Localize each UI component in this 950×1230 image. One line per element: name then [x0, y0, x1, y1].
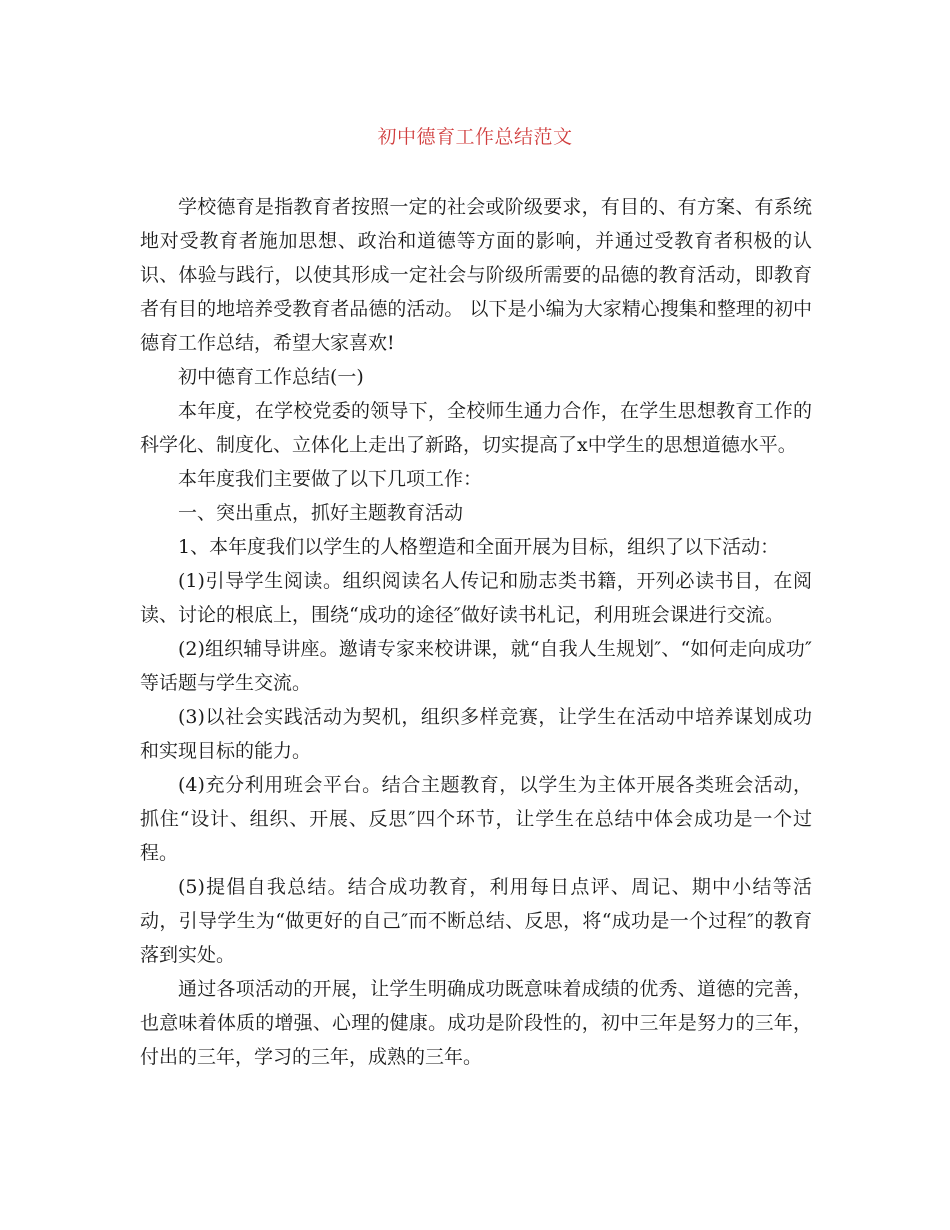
paragraph-work-intro: 本年度我们主要做了以下几项工作：: [178, 468, 483, 490]
list-item-1: (1)引导学生阅读。组织阅读名人传记和励志类书籍，开列必读书目，在阅读、讨论的根底上，围绕“成功的途径″做好读书札记，利用班会课进行交流。: [140, 570, 812, 626]
paragraph-intro: 学校德育是指教育者按照一定的社会或阶级要求，有目的、有方案、有系统地对受教育者施加思想、政治和道德等方面的影响，并通过受教育者积极的认识、体验与践行，以使其形成一定社会与阶级所需要的品德的教育活动，即教育者有目的地培养受教育者品德的活动。 以下是小编为大家精心搜集和整理的初中德育工作总结，希望大家喜欢!: [140, 196, 812, 354]
paragraph-overview: 本年度，在学校党委的领导下，全校师生通力合作，在学生思想教育工作的科学化、制度化、立体化上走出了新路，切实提高了x中学生的思想道德水平。: [140, 400, 812, 456]
document-title: 初中德育工作总结范文: [377, 126, 573, 148]
subheading-one: 一、突出重点，抓好主题教育活动: [178, 502, 464, 524]
list-item-3: (3)以社会实践活动为契机，组织多样竞赛，让学生在活动中培养谋划成功和实现目标的能力。: [140, 706, 812, 762]
section-heading: 初中德育工作总结(一): [178, 366, 364, 388]
paragraph-item-1: 1、本年度我们以学生的人格塑造和全面开展为目标，组织了以下活动：: [178, 536, 780, 558]
paragraph-conclusion: 通过各项活动的开展，让学生明确成功既意味着成绩的优秀、道德的完善，也意味着体质的增强、心理的健康。成功是阶段性的，初中三年是努力的三年，付出的三年，学习的三年，成熟的三年。: [140, 978, 812, 1068]
list-item-4: (4)充分利用班会平台。结合主题教育，以学生为主体开展各类班会活动，抓住“设计、组织、开展、反思″四个环节，让学生在总结中体会成功是一个过程。: [140, 774, 812, 864]
list-item-5: (5)提倡自我总结。结合成功教育，利用每日点评、周记、期中小结等活动，引导学生为“做更好的自己″而不断总结、反思，将“成功是一个过程″的教育落到实处。: [140, 876, 812, 966]
list-item-2: (2)组织辅导讲座。邀请专家来校讲课，就“自我人生规划″、“如何走向成功″等话题与学生交流。: [140, 638, 812, 694]
document-body: [140, 190, 812, 1074]
